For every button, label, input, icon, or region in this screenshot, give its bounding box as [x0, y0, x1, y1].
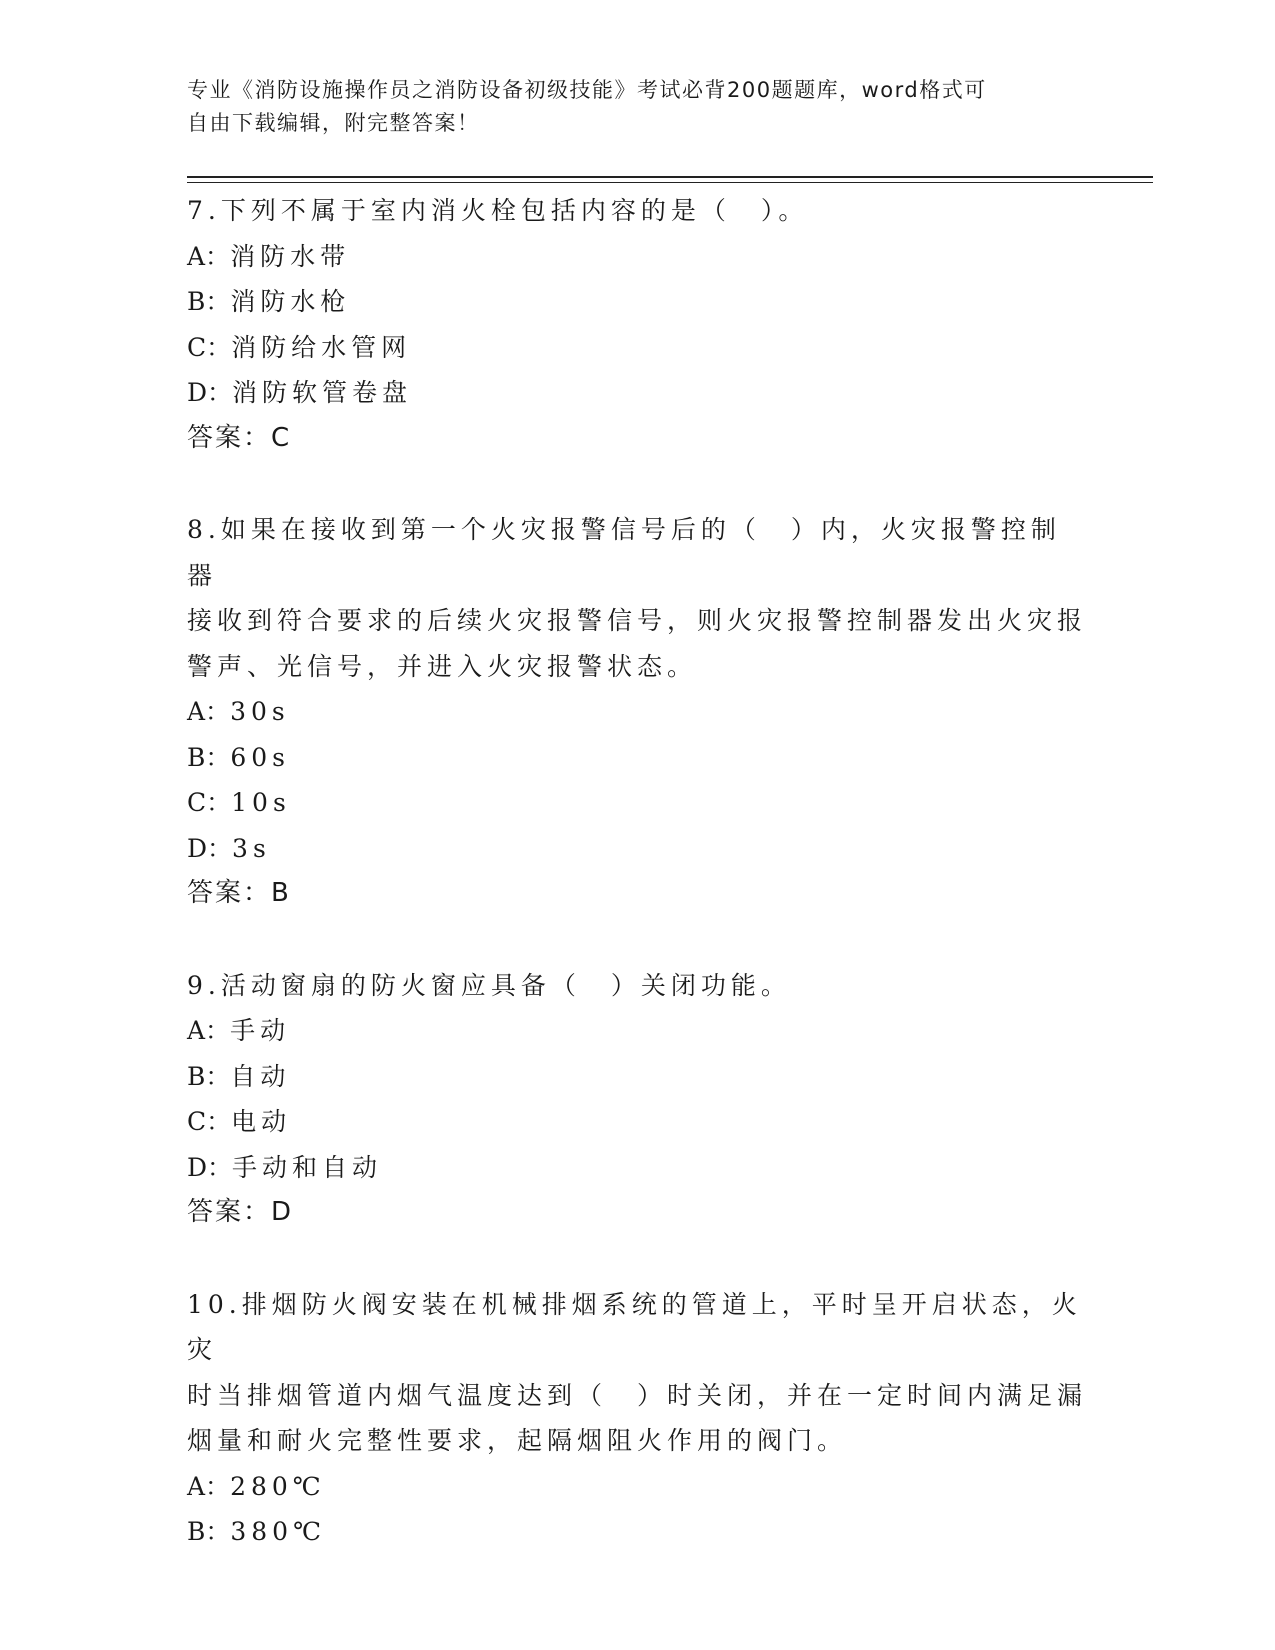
option-a: A：30s [187, 697, 290, 726]
question-stem-line-3: 警声、光信号，并进入火灾报警状态。 [187, 651, 698, 681]
question-7 [187, 188, 1087, 461]
option-a: A：消防水带 [187, 241, 351, 271]
question-stem-line-1: 10.排烟防火阀安装在机械排烟系统的管道上，平时呈开启状态，火灾 [187, 1289, 1082, 1364]
header-line-2: 自由下载编辑，附完整答案！ [187, 111, 480, 135]
header-divider-thick [187, 176, 1153, 178]
option-d: D：消防软管卷盘 [187, 378, 413, 407]
option-a: A：手动 [187, 1016, 291, 1045]
option-d: D：3s [187, 833, 271, 863]
option-b: B：380℃ [187, 1517, 327, 1546]
question-stem-line-2: 时当排烟管道内烟气温度达到（ ）时关闭，并在一定时间内满足漏 [187, 1380, 1088, 1410]
header-divider-thin [187, 182, 1153, 183]
question-stem: 7.下列不属于室内消火栓包括内容的是（ ）。 [187, 196, 809, 225]
answer-label: 答案：B [187, 878, 291, 908]
answer-label: 答案：C [187, 422, 292, 453]
document-header [187, 74, 1087, 140]
question-stem: 9.活动窗扇的防火窗应具备（ ）关闭功能。 [187, 970, 791, 1000]
question-stem-line-1: 8.如果在接收到第一个火灾报警信号后的（ ）内，火灾报警控制器 [187, 515, 1061, 590]
question-9 [187, 963, 1087, 1236]
option-d: D：手动和自动 [187, 1152, 383, 1182]
question-list [187, 188, 1087, 1601]
option-b: B：自动 [187, 1061, 291, 1091]
option-a: A：280℃ [187, 1471, 326, 1501]
option-c: C：消防给水管网 [187, 332, 412, 362]
answer-label: 答案：D [187, 1197, 294, 1227]
question-8 [187, 507, 1087, 917]
question-10 [187, 1282, 1087, 1555]
option-b: B：60s [187, 742, 291, 772]
option-c: C：电动 [187, 1107, 292, 1136]
question-stem-line-2: 接收到符合要求的后续火灾报警信号，则火灾报警控制器发出火灾报 [187, 606, 1088, 635]
option-c: C：10s [187, 788, 291, 817]
question-stem-line-3: 烟量和耐火完整性要求，起隔烟阻火作用的阀门。 [187, 1426, 848, 1455]
option-b: B：消防水枪 [187, 287, 351, 316]
header-line-1: 专业《消防设施操作员之消防设备初级技能》考试必背200题题库，word格式可 [187, 78, 987, 102]
